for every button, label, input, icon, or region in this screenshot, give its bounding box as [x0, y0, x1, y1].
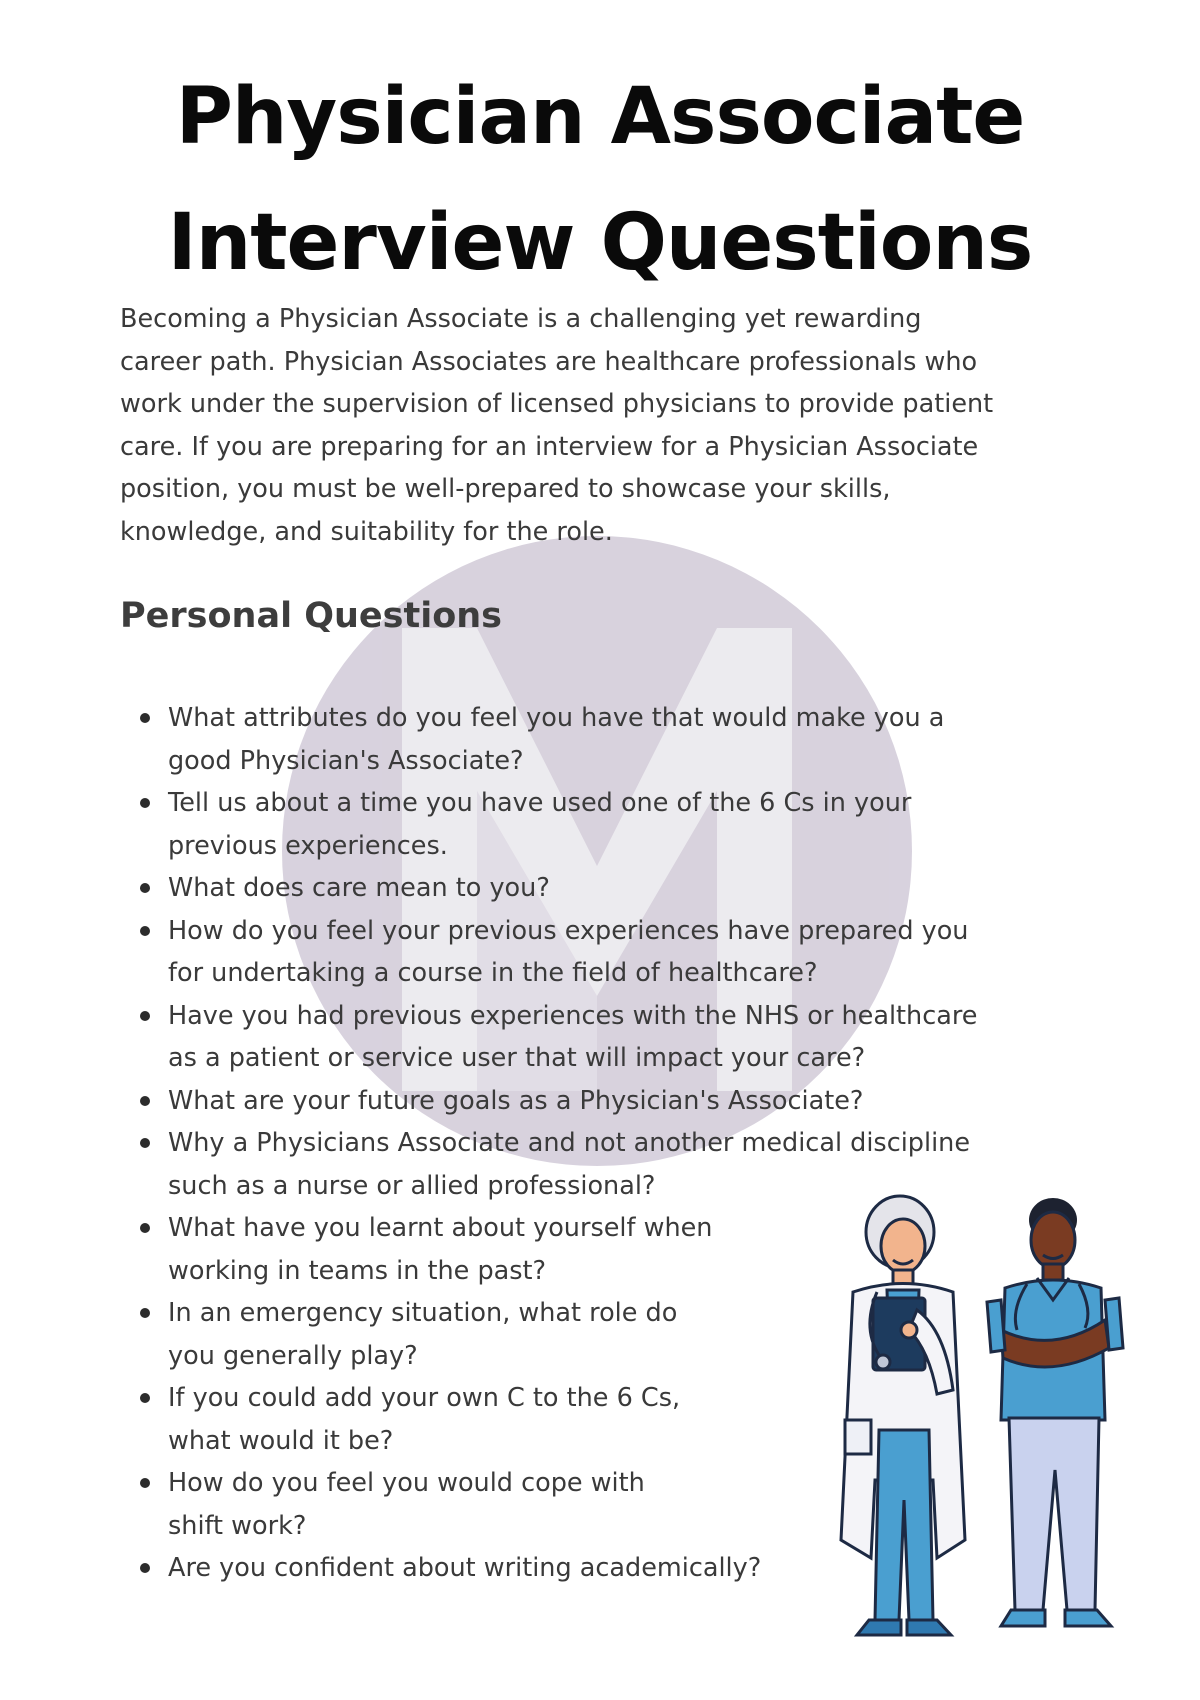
question-text: What have you learnt about yourself when working in teams in the past?: [168, 1213, 713, 1286]
bullet-icon: [140, 1138, 150, 1148]
intro-paragraph: Becoming a Physician Associate is a challenging yet rewarding career path. Physician Associates are healthcare professionals who work under the supervision of licensed physicians to provide patient care. If you are preparing for an interview for a Physician Associate position, you must be well-prepared to showcase your skills, knowledge, and suitability for the role.: [120, 304, 994, 547]
list-item: [0, 1462, 1200, 1547]
title-line-2: Interview Questions: [167, 198, 1033, 288]
question-text: Have you had previous experiences with the NHS or healthcare as a patient or service user that will impact your care?: [168, 1000, 978, 1073]
list-item: [0, 867, 1200, 910]
bullet-icon: [140, 1563, 150, 1573]
bullet-icon: [140, 926, 150, 936]
bullet-icon: [140, 1223, 150, 1233]
question-text: Why a Physicians Associate and not another medical discipline such as a nurse or allied professional?: [168, 1128, 971, 1201]
question-text: How do you feel you would cope with shift work?: [168, 1468, 645, 1541]
page-title: [0, 54, 1200, 306]
bullet-icon: [140, 1393, 150, 1403]
list-item: [0, 697, 1200, 782]
bullet-icon: [140, 798, 150, 808]
list-item: [0, 910, 1200, 995]
question-text: What attributes do you feel you have that would make you a good Physician's Associate?: [168, 703, 945, 776]
question-text: If you could add your own C to the 6 Cs, what would it be?: [168, 1383, 681, 1456]
question-text: Tell us about a time you have used one of the 6 Cs in your previous experiences.: [168, 788, 912, 861]
bullet-icon: [140, 1478, 150, 1488]
question-text: Are you confident about writing academically?: [168, 1553, 762, 1583]
question-list: [0, 697, 1200, 1590]
list-item: [0, 1377, 1200, 1462]
list-item: [0, 995, 1200, 1080]
bullet-icon: [140, 1308, 150, 1318]
question-text: How do you feel your previous experiences have prepared you for undertaking a course in the field of healthcare?: [168, 915, 969, 988]
question-text: What does care mean to you?: [168, 873, 550, 903]
list-item: [0, 1080, 1200, 1123]
question-text: In an emergency situation, what role do you generally play?: [168, 1298, 678, 1371]
title-line-1: Physician Associate: [175, 72, 1025, 162]
bullet-icon: [140, 1096, 150, 1106]
list-item: [0, 1122, 1200, 1207]
bullet-icon: [140, 1011, 150, 1021]
list-item: [0, 1547, 1200, 1590]
list-item: [0, 782, 1200, 867]
list-item: [0, 1207, 1200, 1292]
section-heading-personal: Personal Questions: [120, 596, 503, 636]
question-text: What are your future goals as a Physician's Associate?: [168, 1085, 864, 1116]
bullet-icon: [140, 713, 150, 723]
list-item: [0, 1292, 1200, 1377]
bullet-icon: [140, 883, 150, 893]
